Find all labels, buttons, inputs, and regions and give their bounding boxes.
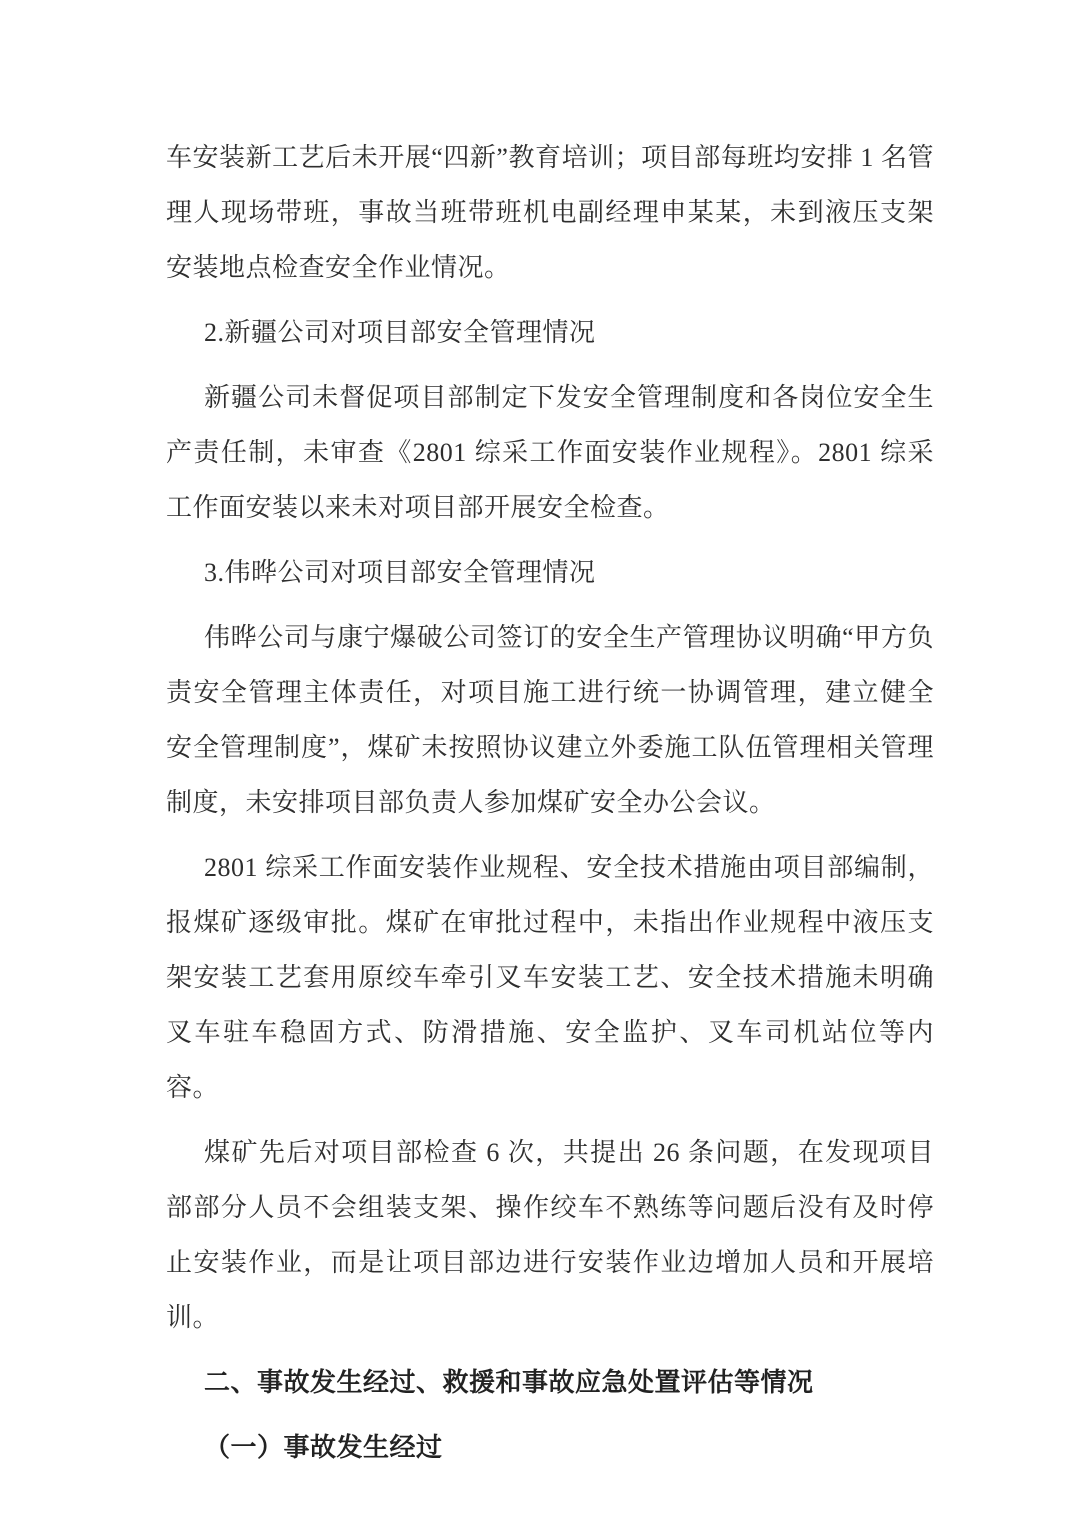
body-paragraph: 2801 综采工作面安装作业规程、安全技术措施由项目部编制，报煤矿逐级审批。煤矿在审批过程中，未指出作业规程中液压支架安装工艺套用原绞车牵引叉车安装工艺、安全技术措施未明确叉车驻车稳固方式、防滑措施、安全监护、叉车司机站位等内容。	[166, 853, 934, 1102]
section-heading-2: 二、事故发生经过、救援和事故应急处置评估等情况	[204, 1368, 814, 1397]
body-paragraph: 新疆公司未督促项目部制定下发安全管理制度和各岗位安全生产责任制，未审查《2801 综采工作面安装作业规程》。2801 综采工作面安装以来未对项目部开展安全检查。	[166, 383, 934, 522]
subsection-heading-2-1: （一）事故发生经过	[204, 1433, 443, 1462]
numbered-subheading-2: 2.新疆公司对项目部安全管理情况	[204, 318, 596, 347]
body-paragraph-continuation: 车安装新工艺后未开展“四新”教育培训；项目部每班均安排 1 名管理人现场带班，事故当班带班机电副经理申某某，未到液压支架安装地点检查安全作业情况。	[166, 143, 934, 282]
body-paragraph: 煤矿先后对项目部检查 6 次，共提出 26 条问题，在发现项目部部分人员不会组装支架、操作绞车不熟练等问题后没有及时停止安装作业，而是让项目部边进行安装作业边增加人员和开展培训。	[166, 1138, 934, 1332]
body-paragraph: 伟晔公司与康宁爆破公司签订的安全生产管理协议明确“甲方负责安全管理主体责任，对项目施工进行统一协调管理，建立健全安全管理制度”，煤矿未按照协议建立外委施工队伍管理相关管理制度，未安排项目部负责人参加煤矿安全办公会议。	[166, 623, 934, 817]
numbered-subheading-3: 3.伟晔公司对项目部安全管理情况	[204, 558, 596, 587]
